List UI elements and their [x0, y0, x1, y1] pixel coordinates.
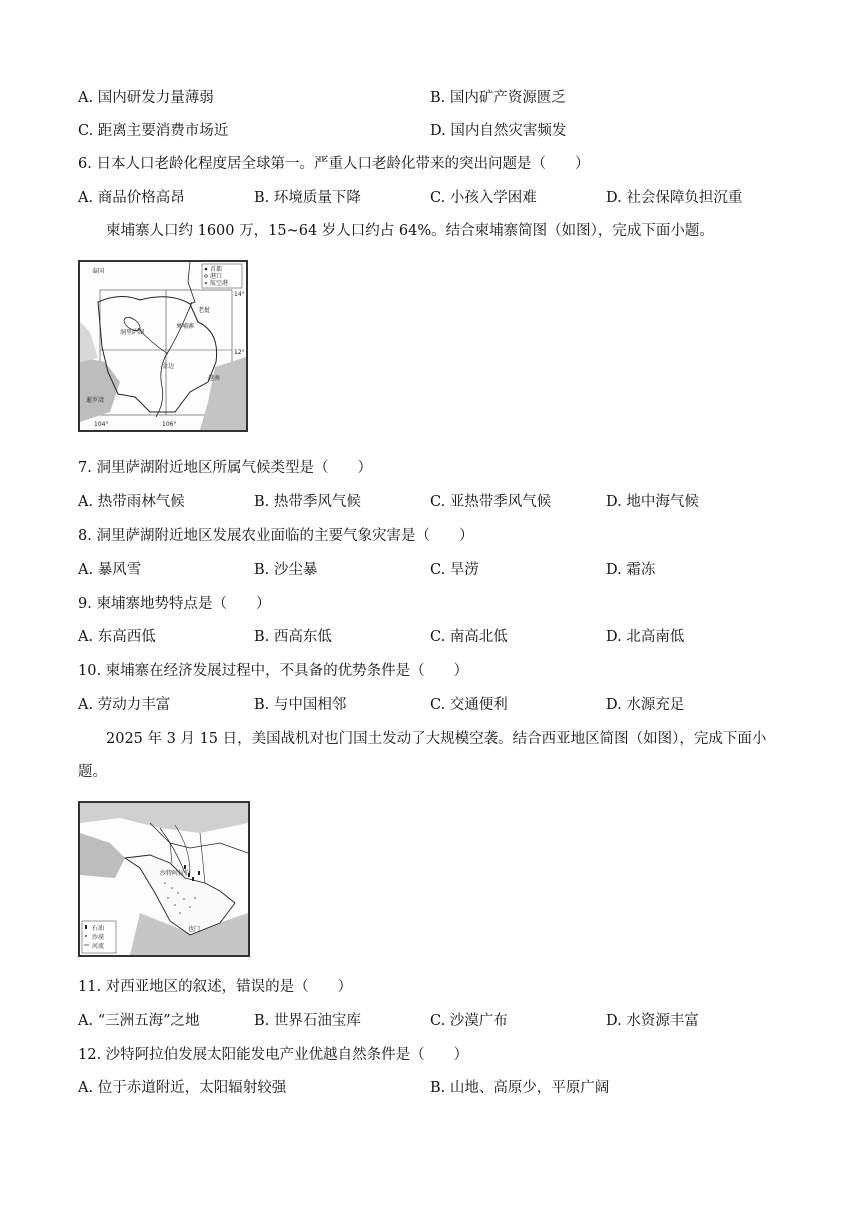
map-label-lon106: 106° [162, 421, 177, 428]
map-label-saudi: 沙特阿拉伯 [160, 870, 191, 877]
q10-option-b: B. 与中国相邻 [254, 697, 347, 713]
cambodia-map [78, 260, 248, 432]
q12-stem: 12. 沙特阿拉伯发展太阳能发电产业优越自然条件是（ ） [78, 1047, 469, 1063]
q10-stem: 10. 柬埔寨在经济发展过程中，不具备的优势条件是（ ） [78, 663, 469, 679]
q8-option-a: A. 暴风雪 [78, 562, 142, 578]
q9-option-c: C. 南高北低 [430, 629, 508, 645]
q9-stem: 9. 柬埔寨地势特点是（ ） [78, 596, 271, 612]
map-label-capital: 首都 [210, 266, 223, 273]
q6-option-b: B. 环境质量下降 [254, 190, 361, 206]
q12-option-b: B. 山地、高原少，平原广阔 [430, 1080, 610, 1096]
q12-option-a: A. 位于赤道附近，太阳辐射较强 [78, 1080, 287, 1096]
map-label-laos: 老挝 [198, 307, 211, 314]
legend-river: 河流 [92, 943, 105, 950]
q6-option-d: D. 社会保障负担沉重 [606, 190, 743, 206]
q7-option-b: B. 热带季风气候 [254, 494, 361, 510]
map-label-airport: 航空港 [210, 280, 229, 287]
q8-stem: 8. 洞里萨湖附近地区发展农业面临的主要气象灾害是（ ） [78, 528, 474, 544]
q7-option-d: D. 地中海气候 [606, 494, 699, 510]
legend-oil: 石油 [92, 925, 105, 932]
q11-option-c: C. 沙漠广布 [430, 1013, 508, 1029]
q10-option-a: A. 劳动力丰富 [78, 697, 171, 713]
west-asia-map [78, 801, 250, 957]
q6-option-a: A. 商品价格高昂 [78, 190, 185, 206]
q5-option-a: A. 国内研发力量薄弱 [78, 90, 214, 106]
cambodia-intro: 柬埔寨人口约 1600 万，15~64 岁人口约占 64%。结合柬埔寨简图（如图），完成下面小题。 [106, 223, 714, 239]
q8-option-d: D. 霜冻 [606, 562, 656, 578]
q5-option-c: C. 距离主要消费市场近 [78, 123, 229, 139]
q5-option-b: B. 国内矿产资源匮乏 [430, 90, 566, 106]
q11-option-a: A. “三洲五海”之地 [78, 1013, 200, 1029]
q5-option-d: D. 国内自然灾害频发 [430, 123, 567, 139]
q6-option-c: C. 小孩入学困难 [430, 190, 537, 206]
q9-option-a: A. 东高西低 [78, 629, 156, 645]
q10-option-c: C. 交通便利 [430, 697, 508, 713]
map-label-port: 港口 [210, 273, 223, 280]
q6-stem: 6. 日本人口老龄化程度居全球第一。严重人口老龄化带来的突出问题是（ ） [78, 156, 590, 172]
map-label-yemen: 也门 [188, 926, 201, 933]
map-label-lat12: 12° [234, 349, 245, 356]
map-label-cambodia: 柬埔寨 [176, 323, 195, 330]
q9-option-d: D. 北高南低 [606, 629, 685, 645]
west-asia-intro-line2: 题。 [78, 764, 107, 780]
map-label-phnom-penh: 金边 [162, 363, 175, 370]
q8-option-b: B. 沙尘暴 [254, 562, 318, 578]
q7-option-c: C. 亚热带季风气候 [430, 494, 552, 510]
q8-option-c: C. 旱涝 [430, 562, 479, 578]
map-label-lat14: 14° [234, 291, 245, 298]
q10-option-d: D. 水源充足 [606, 697, 685, 713]
legend-desert: 沙漠 [92, 934, 105, 941]
map-label-lake: 洞里萨湖 [120, 329, 145, 336]
map-label-lon104: 104° [94, 421, 109, 428]
q9-option-b: B. 西高东低 [254, 629, 332, 645]
q11-stem: 11. 对西亚地区的叙述，错误的是（ ） [78, 979, 353, 995]
map-label-vietnam: 越南 [208, 375, 221, 382]
q11-option-d: D. 水资源丰富 [606, 1013, 699, 1029]
map-label-gulf: 暹罗湾 [86, 397, 105, 404]
q7-stem: 7. 洞里萨湖附近地区所属气候类型是（ ） [78, 460, 372, 476]
map-label-thailand: 泰国 [92, 268, 105, 275]
q7-option-a: A. 热带雨林气候 [78, 494, 185, 510]
west-asia-intro-line1: 2025 年 3 月 15 日，美国战机对也门国土发动了大规模空袭。结合西亚地区简图（如图），完成下面小 [106, 731, 767, 747]
q11-option-b: B. 世界石油宝库 [254, 1013, 361, 1029]
